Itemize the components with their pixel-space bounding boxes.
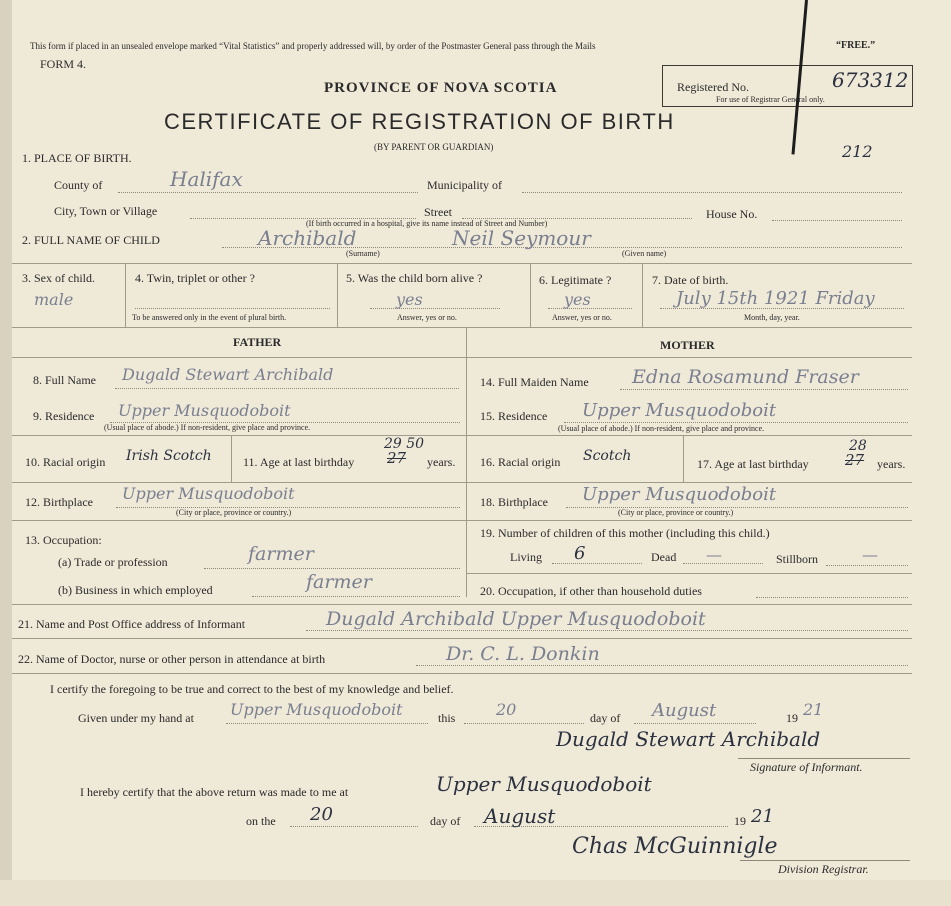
father-racial-label: 10. Racial origin (25, 455, 106, 469)
house-line (772, 220, 902, 221)
father-residence-note: (Usual place of abode.) If non-resident, give place and province. (104, 423, 311, 432)
mother-residence-note: (Usual place of abode.) If non-resident, give place and province. (558, 424, 765, 433)
registrar-line (740, 860, 910, 861)
father-name-value: Dugald Stewart Archibald (122, 365, 334, 384)
father-row-line (12, 520, 467, 521)
mother-birthplace-value: Upper Musquodoboit (582, 484, 777, 505)
on-the-label: on the (246, 814, 276, 828)
alive-label: 5. Was the child born alive ? (346, 271, 483, 285)
mother-living-line (552, 563, 642, 564)
postal-notice: This form if placed in an unsealed envelope marked “Vital Statistics” and properly addressed will, by order of the Postmaster General pass through the Mails (30, 41, 596, 51)
county-line (118, 192, 418, 193)
father-birthplace-note: (City or place, province or country.) (176, 508, 292, 517)
municipality-label: Municipality of (427, 178, 502, 192)
father-years-label: years. (427, 455, 456, 469)
this-label: this (438, 711, 456, 725)
registered-label: Registered No. (677, 80, 749, 94)
mother-col-divider (683, 435, 684, 482)
surname-note: (Surname) (346, 249, 380, 258)
mother-age-value: 27 (845, 451, 865, 469)
month-line (634, 723, 756, 724)
mother-row-line (466, 435, 912, 436)
child-surname: Archibald (258, 226, 357, 250)
province-title: PROVINCE OF NOVA SCOTIA (324, 80, 558, 96)
father-age-correction: 29 50 (384, 436, 425, 452)
on-year-value: 21 (751, 806, 774, 827)
registrar-use-note: For use of Registrar General only. (716, 95, 825, 104)
informant-label: 21. Name and Post Office address of Informant (18, 617, 246, 631)
on-year-prefix: 19 (734, 814, 746, 828)
col-divider (125, 263, 126, 327)
mother-stillborn-line (826, 565, 908, 566)
mother-racial-label: 16. Racial origin (480, 455, 561, 469)
mother-dead-line (683, 563, 763, 564)
mother-birthplace-label: 18. Birthplace (480, 495, 548, 509)
certificate-subtitle: (BY PARENT OR GUARDIAN) (374, 142, 494, 152)
col-divider (530, 263, 531, 327)
mother-row-line (466, 520, 912, 521)
day-of-label: day of (590, 711, 621, 725)
hereby-statement: I hereby certify that the above return was made to me at (80, 785, 349, 799)
city-label: City, Town or Village (54, 204, 158, 218)
father-business-label: (b) Business in which employed (58, 583, 213, 597)
registrar-signature: Chas McGuinnigle (572, 834, 778, 859)
mother-age-correction: 28 (849, 438, 867, 454)
given-label: Given under my hand at (78, 711, 194, 725)
child-name-label: 2. FULL NAME OF CHILD (22, 233, 160, 247)
section-divider (12, 673, 912, 674)
father-occupation-label: 13. Occupation: (25, 533, 102, 547)
month-value: August (652, 700, 717, 721)
father-age-value: 27 (387, 449, 407, 467)
father-name-label: 8. Full Name (33, 373, 96, 387)
certify-statement: I certify the foregoing to be true and correct to the best of my knowledge and belief. (50, 682, 454, 696)
father-trade-value: farmer (248, 543, 314, 565)
county-value: Halifax (170, 167, 243, 191)
doctor-value: Dr. C. L. Donkin (446, 643, 600, 665)
father-age-label: 11. Age at last birthday (243, 455, 355, 469)
mother-stillborn-value: — (862, 545, 878, 564)
father-business-value: farmer (306, 571, 372, 593)
page-bottom-edge (0, 880, 951, 906)
registered-number: 673312 (832, 68, 909, 92)
legitimate-value: yes (564, 290, 591, 309)
on-month-value: August (484, 804, 556, 828)
father-birthplace-label: 12. Birthplace (25, 495, 93, 509)
registrar-label: Division Registrar. (778, 862, 869, 876)
sex-value: male (34, 290, 74, 309)
mother-living-value: 6 (574, 543, 586, 564)
mother-racial-value: Scotch (583, 448, 632, 464)
twin-label: 4. Twin, triplet or other ? (135, 271, 255, 285)
year-prefix: 19 (786, 711, 798, 725)
house-label: House No. (706, 207, 758, 221)
mother-residence-label: 15. Residence (480, 409, 548, 423)
day-line (464, 723, 584, 724)
corner-number: 212 (842, 142, 873, 161)
form-number: FORM 4. (40, 57, 87, 71)
mother-dead-value: — (706, 545, 722, 564)
col-divider (337, 263, 338, 327)
father-heading: FATHER (233, 335, 282, 349)
father-col-divider (231, 435, 232, 482)
informant-signature: Dugald Stewart Archibald (556, 727, 821, 751)
dob-note: Month, day, year. (744, 313, 800, 322)
mother-name-label: 14. Full Maiden Name (480, 375, 589, 389)
hereby-place: Upper Musquodoboit (436, 772, 652, 796)
mother-children-label: 19. Number of children of this mother (including this child.) (480, 526, 770, 540)
father-residence-value: Upper Musquodoboit (118, 401, 291, 420)
parent-heading-line (12, 357, 912, 358)
given-name-note: (Given name) (622, 249, 667, 258)
hospital-note: (If birth occurred in a hospital, give its name instead of Street and Number) (306, 219, 548, 228)
parent-divider (466, 327, 467, 597)
twin-note: To be answered only in the event of plural birth. (132, 313, 287, 322)
row-divider-top (12, 263, 912, 264)
day-value: 20 (496, 700, 517, 719)
mother-living-label: Living (510, 550, 542, 564)
on-day-value: 20 (310, 804, 333, 825)
legitimate-label: 6. Legitimate ? (539, 273, 612, 287)
mother-occupation-line (756, 597, 908, 598)
postal-free: “FREE.” (836, 40, 876, 51)
legitimate-note: Answer, yes or no. (552, 313, 612, 322)
section-divider (12, 638, 912, 639)
father-business-line (252, 596, 460, 597)
father-name-line (115, 388, 459, 389)
father-racial-value: Irish Scotch (126, 448, 212, 464)
alive-note: Answer, yes or no. (397, 313, 457, 322)
mother-age-label: 17. Age at last birthday (697, 457, 809, 471)
place-section-label: 1. PLACE OF BIRTH. (22, 151, 132, 165)
father-trade-label: (a) Trade or profession (58, 555, 168, 569)
father-row-line (12, 482, 467, 483)
signature-label: Signature of Informant. (750, 760, 863, 774)
father-residence-label: 9. Residence (33, 409, 95, 423)
informant-value: Dugald Archibald Upper Musquodoboit (326, 608, 706, 630)
twin-line (135, 308, 330, 309)
col-divider (642, 263, 643, 327)
mother-name-value: Edna Rosamund Fraser (632, 366, 859, 388)
father-birthplace-value: Upper Musquodoboit (122, 484, 295, 503)
section-divider (12, 604, 912, 605)
mother-name-line (620, 389, 908, 390)
municipality-line (522, 192, 902, 193)
mother-row-line (466, 573, 912, 574)
dob-label: 7. Date of birth. (652, 273, 729, 287)
mother-heading: MOTHER (660, 338, 715, 352)
mother-row-line (466, 482, 912, 483)
sex-label: 3. Sex of child. (22, 271, 95, 285)
doctor-label: 22. Name of Doctor, nurse or other person in attendance at birth (18, 652, 326, 666)
mother-stillborn-label: Stillborn (776, 552, 819, 566)
father-trade-line (204, 568, 460, 569)
mother-occupation-label: 20. Occupation, if other than household duties (480, 584, 702, 598)
mother-residence-line (564, 422, 908, 423)
year-value: 21 (803, 700, 824, 719)
signature-line (738, 758, 910, 759)
dob-value: July 15th 1921 Friday (676, 288, 875, 309)
alive-value: yes (396, 290, 423, 309)
on-day-of-label: day of (430, 814, 461, 828)
street-label: Street (424, 205, 452, 219)
child-given-name: Neil Seymour (452, 226, 591, 250)
mother-birthplace-note: (City or place, province or country.) (618, 508, 734, 517)
mother-years-label: years. (877, 457, 906, 471)
informant-line (306, 630, 908, 631)
certificate-title: CERTIFICATE OF REGISTRATION OF BIRTH (164, 109, 675, 134)
given-place-line (226, 723, 428, 724)
mother-dead-label: Dead (651, 550, 677, 564)
doctor-line (416, 665, 908, 666)
mother-residence-value: Upper Musquodoboit (582, 400, 777, 421)
alive-line (370, 308, 500, 309)
row-divider-bottom (12, 327, 912, 328)
on-day-line (290, 826, 418, 827)
given-place: Upper Musquodoboit (230, 700, 403, 719)
county-label: County of (54, 178, 103, 192)
